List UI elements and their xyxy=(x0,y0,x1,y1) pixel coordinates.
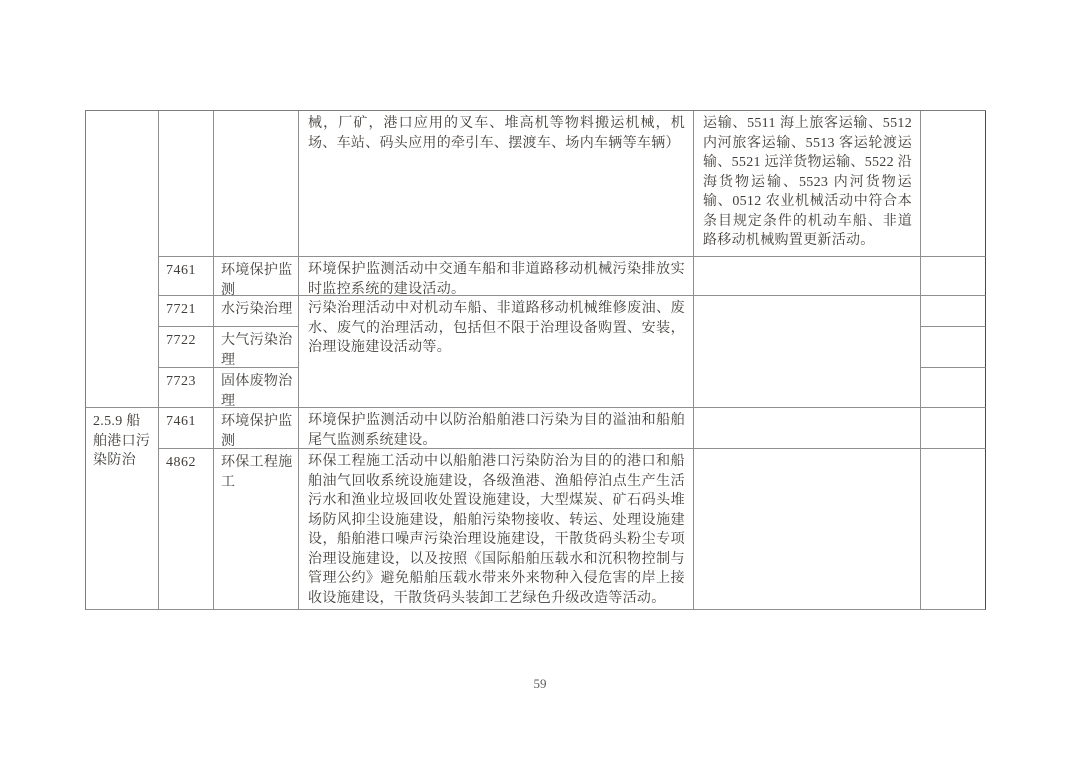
extra-cell-empty xyxy=(921,449,986,610)
extra-cell-empty xyxy=(921,327,986,368)
description-cell: 环保工程施工活动中以船舶港口污染防治为目的的港口和船舶油气回收系统设施建设，各级渔港、渔船停泊点生产生活污水和渔业垃圾回收处置设施建设，大型煤炭、矿石码头堆场防风抑尘设施建设，船舶污染物接收、转运、处理设施建设，船舶港口噪声污染治理设施建设，干散货码头粉尘专项治理设施建设，以及按照《国际船舶压载水和沉积物控制与管理公约》避免船舶压载水带来外来物种入侵危害的岸上接收设施建设，干散货码头装卸工艺绿色升级改造等活动。 xyxy=(299,449,694,610)
notes-cell-empty xyxy=(694,449,921,610)
category-cell-continued xyxy=(86,111,159,408)
code-cell: 7461 xyxy=(159,257,214,296)
description-cell: 械，厂矿，港口应用的叉车、堆高机等物料搬运机械，机场、车站、码头应用的牵引车、摆渡车、场内车辆等车辆） xyxy=(299,111,694,257)
extra-cell-empty xyxy=(921,257,986,296)
notes-cell-empty xyxy=(694,408,921,449)
code-cell: 7461 xyxy=(159,408,214,449)
description-cell: 环境保护监测活动中交通车船和非道路移动机械污染排放实时监控系统的建设活动。 xyxy=(299,257,694,296)
name-cell: 环保工程施工 xyxy=(214,449,299,610)
code-cell: 7721 xyxy=(159,296,214,327)
code-cell-empty xyxy=(159,111,214,257)
name-cell-empty xyxy=(214,111,299,257)
notes-cell: 运输、5511 海上旅客运输、5512 内河旅客运输、5513 客运轮渡运输、5521 远洋货物运输、5522 沿海货物运输、5523 内河货物运输、0512 农业机械活动中符合本条目规定条件的机动车船、非道路移动机械购置更新活动。 xyxy=(694,111,921,257)
code-cell: 7723 xyxy=(159,368,214,408)
code-cell: 4862 xyxy=(159,449,214,610)
category-cell: 2.5.9 船舶港口污染防治 xyxy=(86,408,159,610)
extra-cell-empty xyxy=(921,296,986,327)
notes-cell-empty xyxy=(694,296,921,408)
extra-cell-empty xyxy=(921,368,986,408)
code-cell: 7722 xyxy=(159,327,214,368)
classification-table xyxy=(85,110,986,610)
description-cell: 环境保护监测活动中以防治船舶港口污染为目的溢油和船舶尾气监测系统建设。 xyxy=(299,408,694,449)
extra-cell-empty xyxy=(921,408,986,449)
name-cell: 固体废物治理 xyxy=(214,368,299,408)
name-cell: 大气污染治理 xyxy=(214,327,299,368)
name-cell: 环境保护监测 xyxy=(214,408,299,449)
notes-cell-empty xyxy=(694,257,921,296)
name-cell: 水污染治理 xyxy=(214,296,299,327)
extra-cell-empty xyxy=(921,111,986,257)
description-cell: 污染治理活动中对机动车船、非道路移动机械维修废油、废水、废气的治理活动，包括但不限于治理设备购置、安装，治理设施建设活动等。 xyxy=(299,296,694,408)
page-number: 59 xyxy=(533,676,547,691)
name-cell: 环境保护监测 xyxy=(214,257,299,296)
